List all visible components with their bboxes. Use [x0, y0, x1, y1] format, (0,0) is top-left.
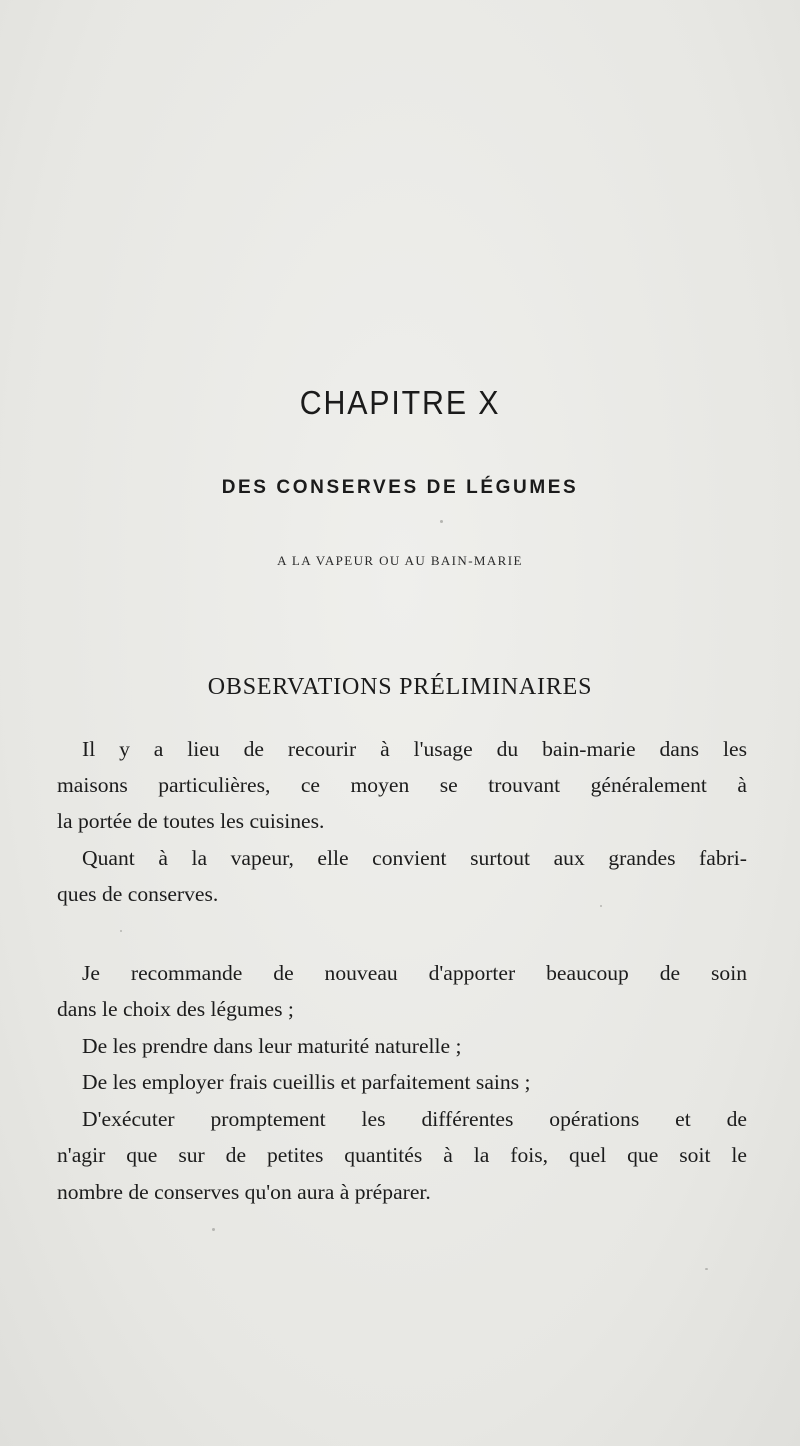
text-line: De les employer frais cueillis et parfaitement sains ;: [82, 1070, 531, 1094]
section-title: DES CONSERVES DE LÉGUMES: [221, 477, 579, 498]
section-subtitle: A LA VAPEUR OU AU BAIN-MARIE: [277, 553, 523, 568]
text-line: maisons particulières, ce moyen se trouvant généralement à: [57, 773, 747, 797]
text-line: Je recommande de nouveau d'apporter beaucoup de soin: [82, 961, 747, 985]
text-line: la portée de toutes les cuisines.: [57, 809, 325, 833]
text-line: dans le choix des légumes ;: [57, 997, 294, 1021]
text-line: De les prendre dans leur maturité naturelle ;: [82, 1034, 462, 1058]
observations-title: OBSERVATIONS PRÉLIMINAIRES: [207, 674, 593, 700]
text-line: Il y a lieu de recourir à l'usage du bain-marie dans les: [82, 737, 747, 761]
paper-speck: [120, 930, 122, 932]
paper-speck: [600, 905, 602, 907]
text-line: Quant à la vapeur, elle convient surtout aux grandes fabri-: [82, 846, 747, 870]
chapter-title: CHAPITRE X: [299, 384, 501, 421]
text-line: D'exécuter promptement les différentes opérations et de: [82, 1107, 747, 1131]
text-line: ques de conserves.: [57, 882, 219, 906]
paper-speck: [212, 1228, 215, 1231]
text-line: nombre de conserves qu'on aura à préparer.: [57, 1180, 431, 1204]
paper-speck: [705, 1268, 708, 1270]
paper-speck: [440, 520, 443, 523]
text-line: n'agir que sur de petites quantités à la fois, quel que soit le: [57, 1143, 747, 1167]
